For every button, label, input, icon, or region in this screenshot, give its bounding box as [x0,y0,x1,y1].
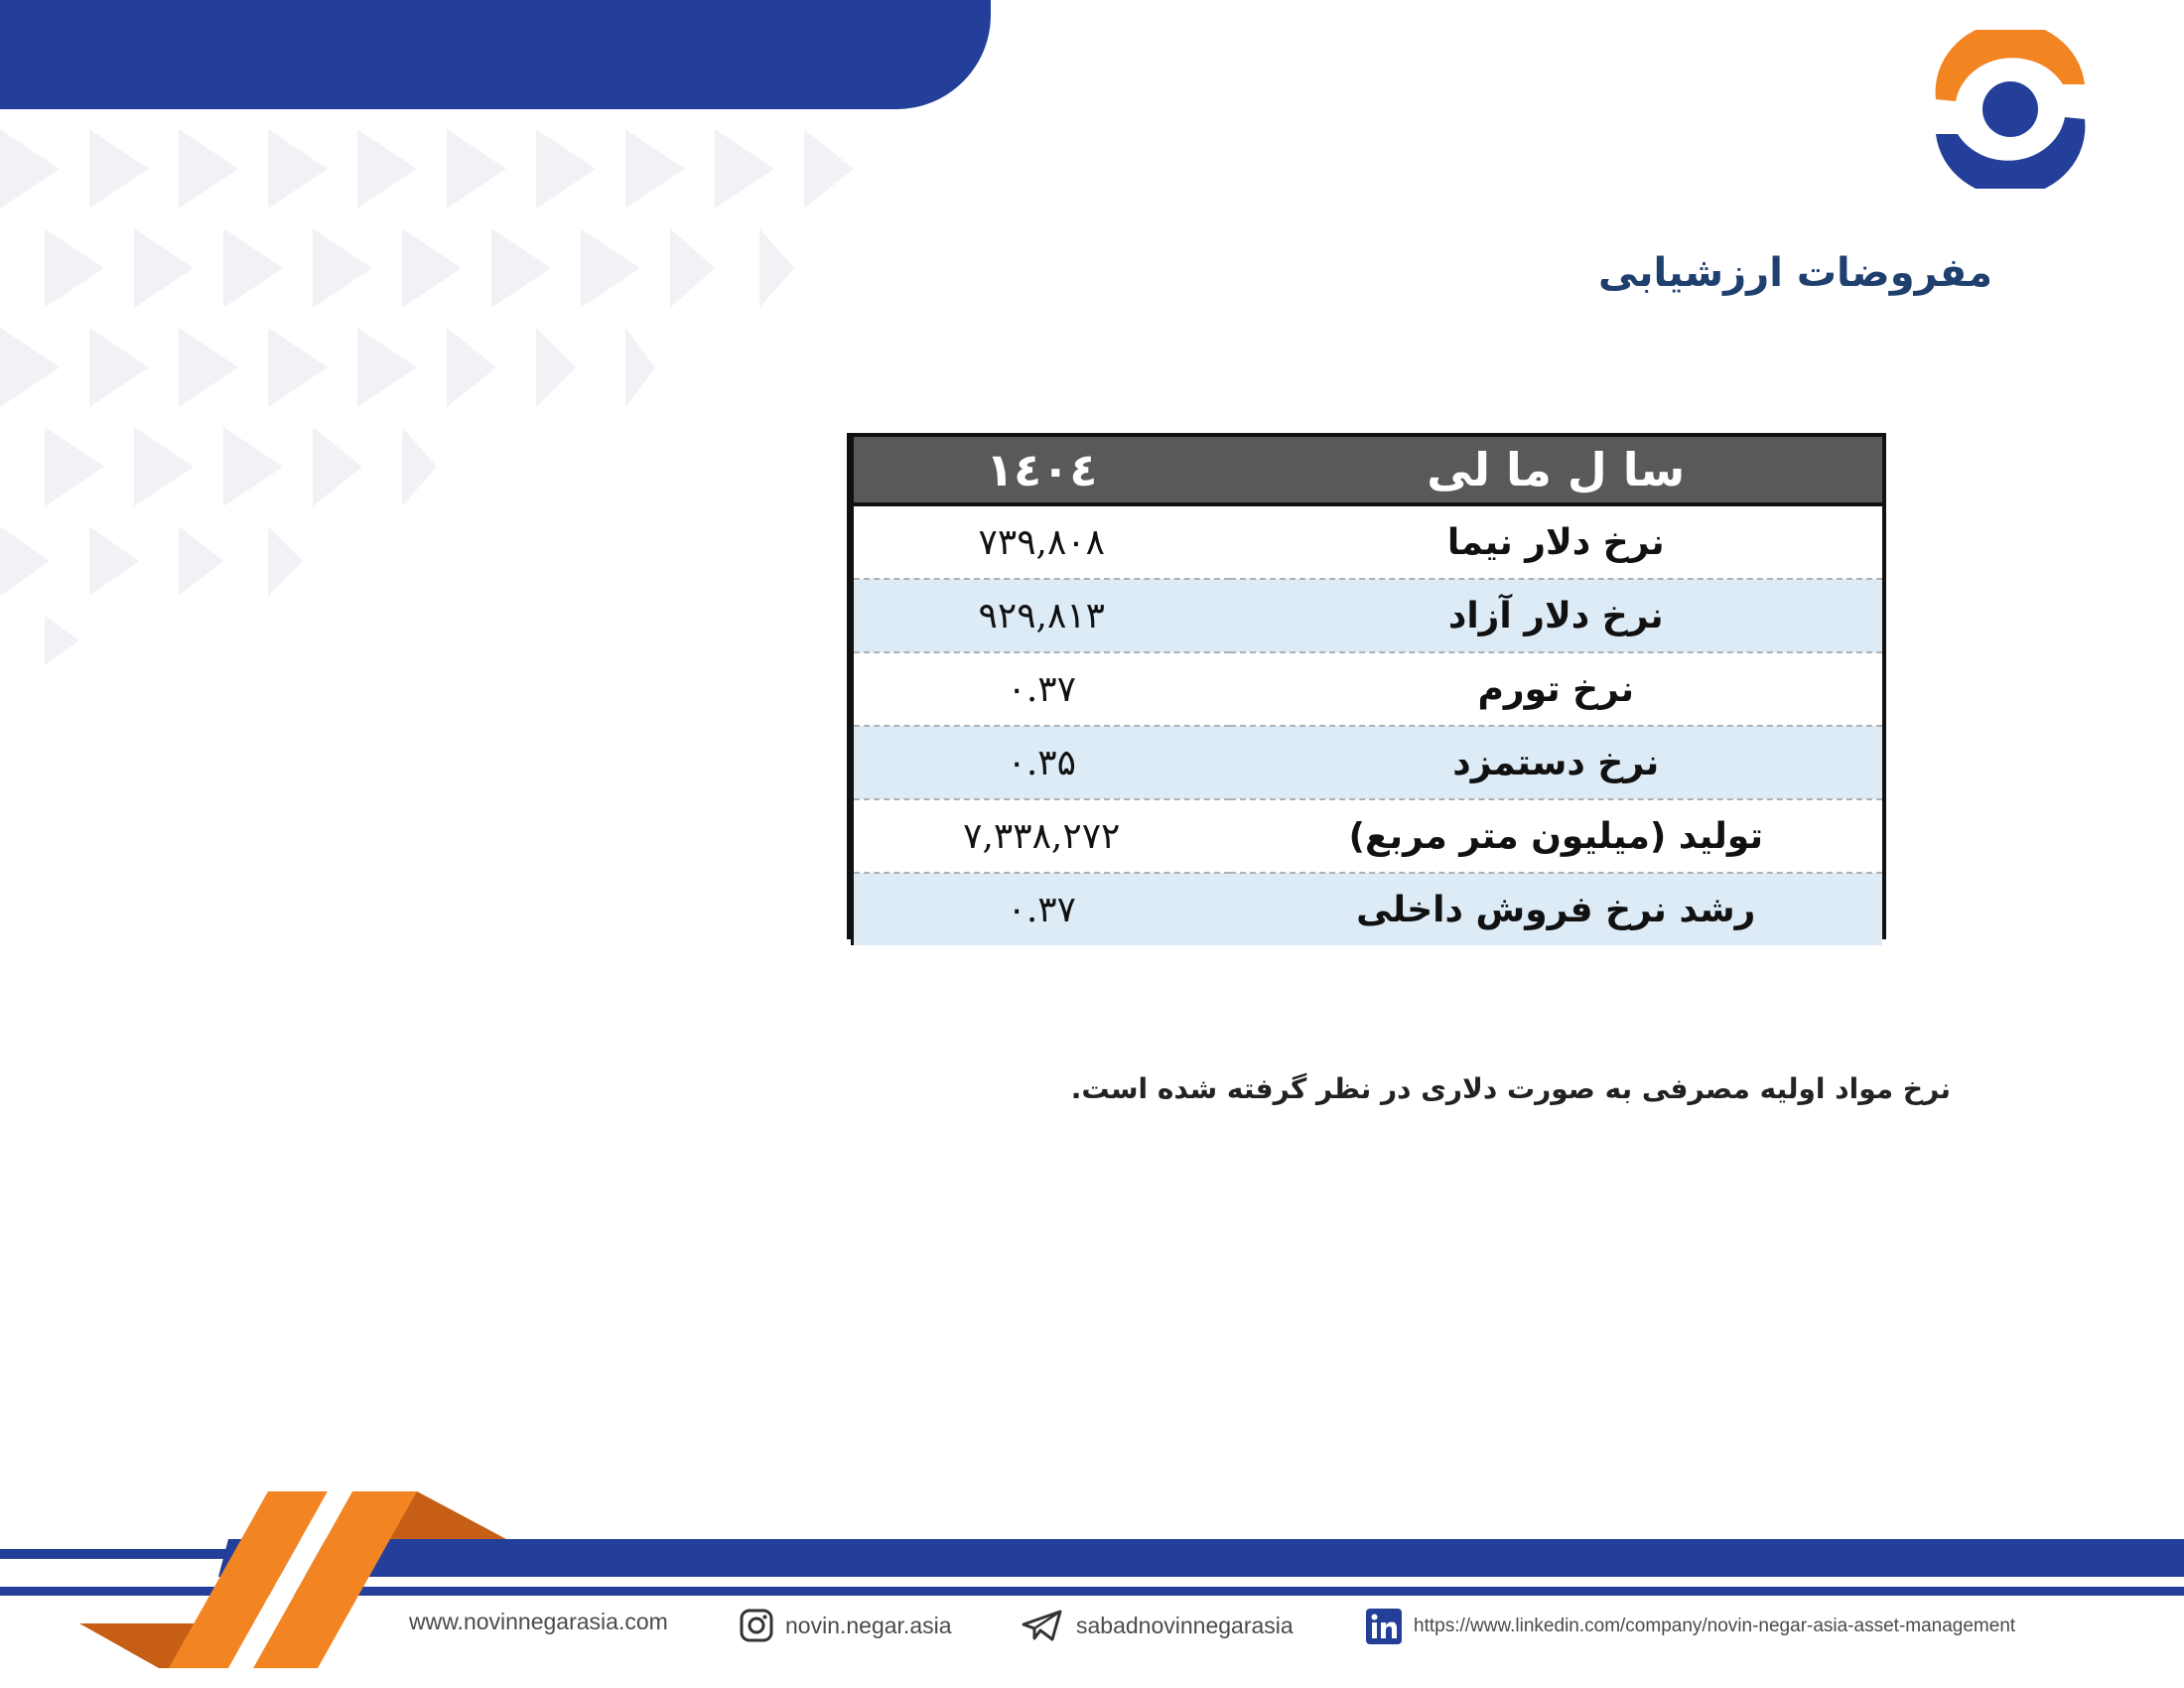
row-value: ۰.۳۷ [853,873,1230,945]
footer-website-link[interactable] [409,1609,668,1635]
telegram-text: sabadnovinnegarasia [1076,1612,1294,1638]
label-column-header: سا ل ما لی [1230,437,1883,504]
row-value: ۹۲۹,۸۱۳ [853,579,1230,652]
footnote: نرخ مواد اولیه مصرفی به صورت دلاری در نظر گرفته شده است. [1070,1072,1951,1105]
row-label: نرخ دستمزد [1230,726,1883,799]
table-row [853,504,1883,579]
table-row [853,873,1883,945]
row-value: ۷۳۹,۸۰۸ [853,504,1230,579]
footer-instagram-link[interactable] [740,1609,952,1642]
row-label: نرخ تورم [1230,652,1883,726]
footer-telegram-link[interactable] [1021,1609,1294,1642]
table-row [853,799,1883,873]
linkedin-text: https://www.linkedin.com/company/novin-negar-asia-asset-management [1414,1616,2016,1636]
table-row [853,652,1883,726]
assumptions-table [847,433,1886,939]
row-label: نرخ دلار نیما [1446,521,1665,563]
instagram-icon [740,1609,773,1642]
telegram-icon [1021,1609,1064,1642]
table-row [853,726,1883,799]
page-title: مفروضات ارزشیابی [1597,250,1992,296]
footer-linkedin-link[interactable] [1366,1609,2015,1644]
footer-decoration [0,1479,2184,1688]
table-header-row [853,437,1883,504]
eye-logo-icon [1916,30,2105,189]
website-text: www.novinnegarasia.com [409,1609,668,1634]
row-label: نرخ دلار آزاد [1230,579,1883,652]
row-value: ۰.۳۷ [853,652,1230,726]
row-value: ۷,۳۳۸,۲۷۲ [853,799,1230,873]
value-column-header: ١٤٠٤ [853,437,1230,504]
table-row [853,579,1883,652]
header-band [0,0,991,109]
row-value: ۰.۳۵ [853,726,1230,799]
instagram-text: novin.negar.asia [785,1612,952,1638]
row-label: رشد نرخ فروش داخلی [1230,873,1883,945]
row-label: تولید (میلیون متر مربع) [1230,799,1883,873]
linkedin-icon [1366,1609,1402,1644]
